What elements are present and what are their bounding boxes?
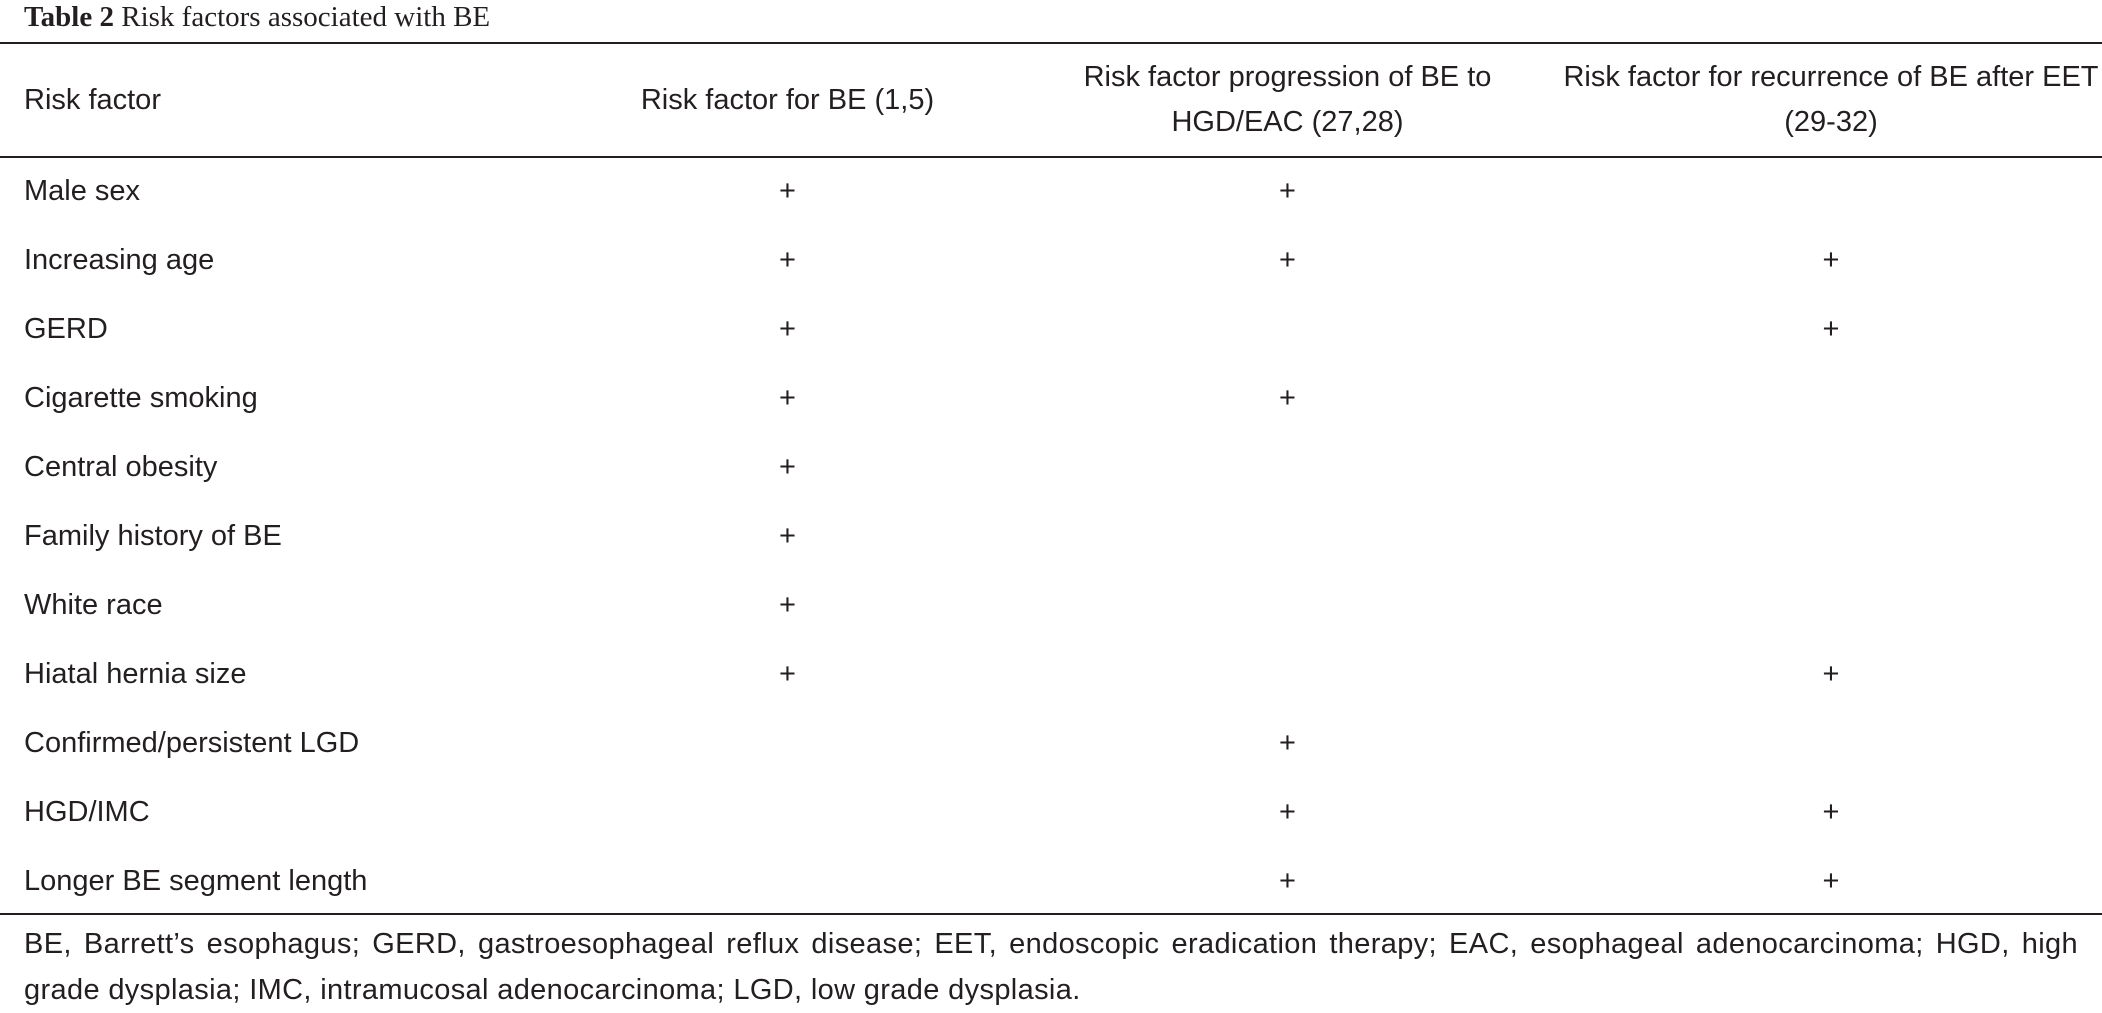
table-footnote: BE, Barrett’s esophagus; GERD, gastroesophageal reflux disease; EET, endoscopic eradication therapy; EAC, esophageal adenocarcinoma; HGD, high grade dysplasia; IMC, intramucosal adenocarcinoma; LGD, low grade dysplasia. — [24, 928, 2078, 1006]
column-header-progression: Risk factor progression of BE to HGD/EAC (27,28) — [1083, 61, 1492, 138]
recurrence-cell — [1560, 156, 2102, 225]
recurrence-cell — [1560, 501, 2102, 570]
table-row — [0, 639, 2102, 708]
progression-cell: + — [1279, 174, 1296, 207]
column-header-risk-for-be: Risk factor for BE (1,5) — [640, 83, 935, 116]
risk-factor-cell: Central obesity — [24, 450, 218, 483]
progression-cell — [1015, 294, 1560, 363]
recurrence-cell: + — [1822, 795, 1840, 828]
risk-for-be-cell — [560, 846, 1015, 915]
table-row — [0, 294, 2102, 363]
table-caption — [24, 0, 490, 34]
risk-factor-cell: White race — [24, 588, 163, 621]
risk-factors-table — [0, 44, 2102, 915]
risk-factor-cell: Family history of BE — [24, 519, 282, 552]
progression-cell — [1015, 501, 1560, 570]
risk-factor-cell: Hiatal hernia size — [24, 657, 247, 690]
recurrence-cell: + — [1822, 312, 1840, 345]
table-row — [0, 363, 2102, 432]
risk-factor-cell: Cigarette smoking — [24, 381, 258, 414]
recurrence-cell — [1560, 570, 2102, 639]
risk-factor-cell: Increasing age — [24, 243, 215, 276]
risk-for-be-cell: + — [779, 381, 796, 414]
risk-for-be-cell — [560, 708, 1015, 777]
risk-for-be-cell: + — [779, 312, 796, 345]
risk-factor-cell: Male sex — [24, 174, 141, 207]
progression-cell: + — [1279, 381, 1296, 414]
risk-for-be-cell: + — [779, 519, 796, 552]
recurrence-cell: + — [1822, 243, 1840, 276]
recurrence-cell — [1560, 363, 2102, 432]
risk-for-be-cell: + — [779, 243, 796, 276]
table-row — [0, 501, 2102, 570]
table-row — [0, 708, 2102, 777]
progression-cell: + — [1279, 795, 1296, 828]
recurrence-cell: + — [1822, 864, 1840, 897]
table-row — [0, 777, 2102, 846]
table-row — [0, 156, 2102, 225]
progression-cell: + — [1279, 243, 1296, 276]
risk-for-be-cell: + — [779, 657, 796, 690]
risk-factor-cell: Longer BE segment length — [24, 864, 368, 897]
table-header-row — [0, 44, 2102, 156]
risk-factor-cell: Confirmed/persistent LGD — [24, 726, 360, 759]
risk-for-be-cell: + — [779, 174, 796, 207]
column-header-risk-factor: Risk factor — [24, 83, 161, 116]
table-body — [0, 156, 2102, 915]
recurrence-cell — [1560, 708, 2102, 777]
table-caption-text: Risk factors associated with BE — [114, 1, 491, 33]
table-row — [0, 846, 2102, 915]
risk-for-be-cell: + — [779, 450, 796, 483]
column-header-recurrence: Risk factor for recurrence of BE after EET (29-32) — [1563, 61, 2099, 138]
risk-factor-cell: GERD — [24, 312, 108, 345]
table-row — [0, 225, 2102, 294]
progression-cell — [1015, 570, 1560, 639]
risk-factor-cell: HGD/IMC — [24, 795, 150, 828]
progression-cell: + — [1279, 726, 1296, 759]
table-row — [0, 432, 2102, 501]
progression-cell — [1015, 639, 1560, 708]
table-row — [0, 570, 2102, 639]
risk-for-be-cell — [560, 777, 1015, 846]
recurrence-cell: + — [1822, 657, 1840, 690]
table-caption-label: Table 2 — [24, 1, 114, 33]
progression-cell: + — [1279, 864, 1296, 897]
progression-cell — [1015, 432, 1560, 501]
recurrence-cell — [1560, 432, 2102, 501]
risk-for-be-cell: + — [779, 588, 796, 621]
